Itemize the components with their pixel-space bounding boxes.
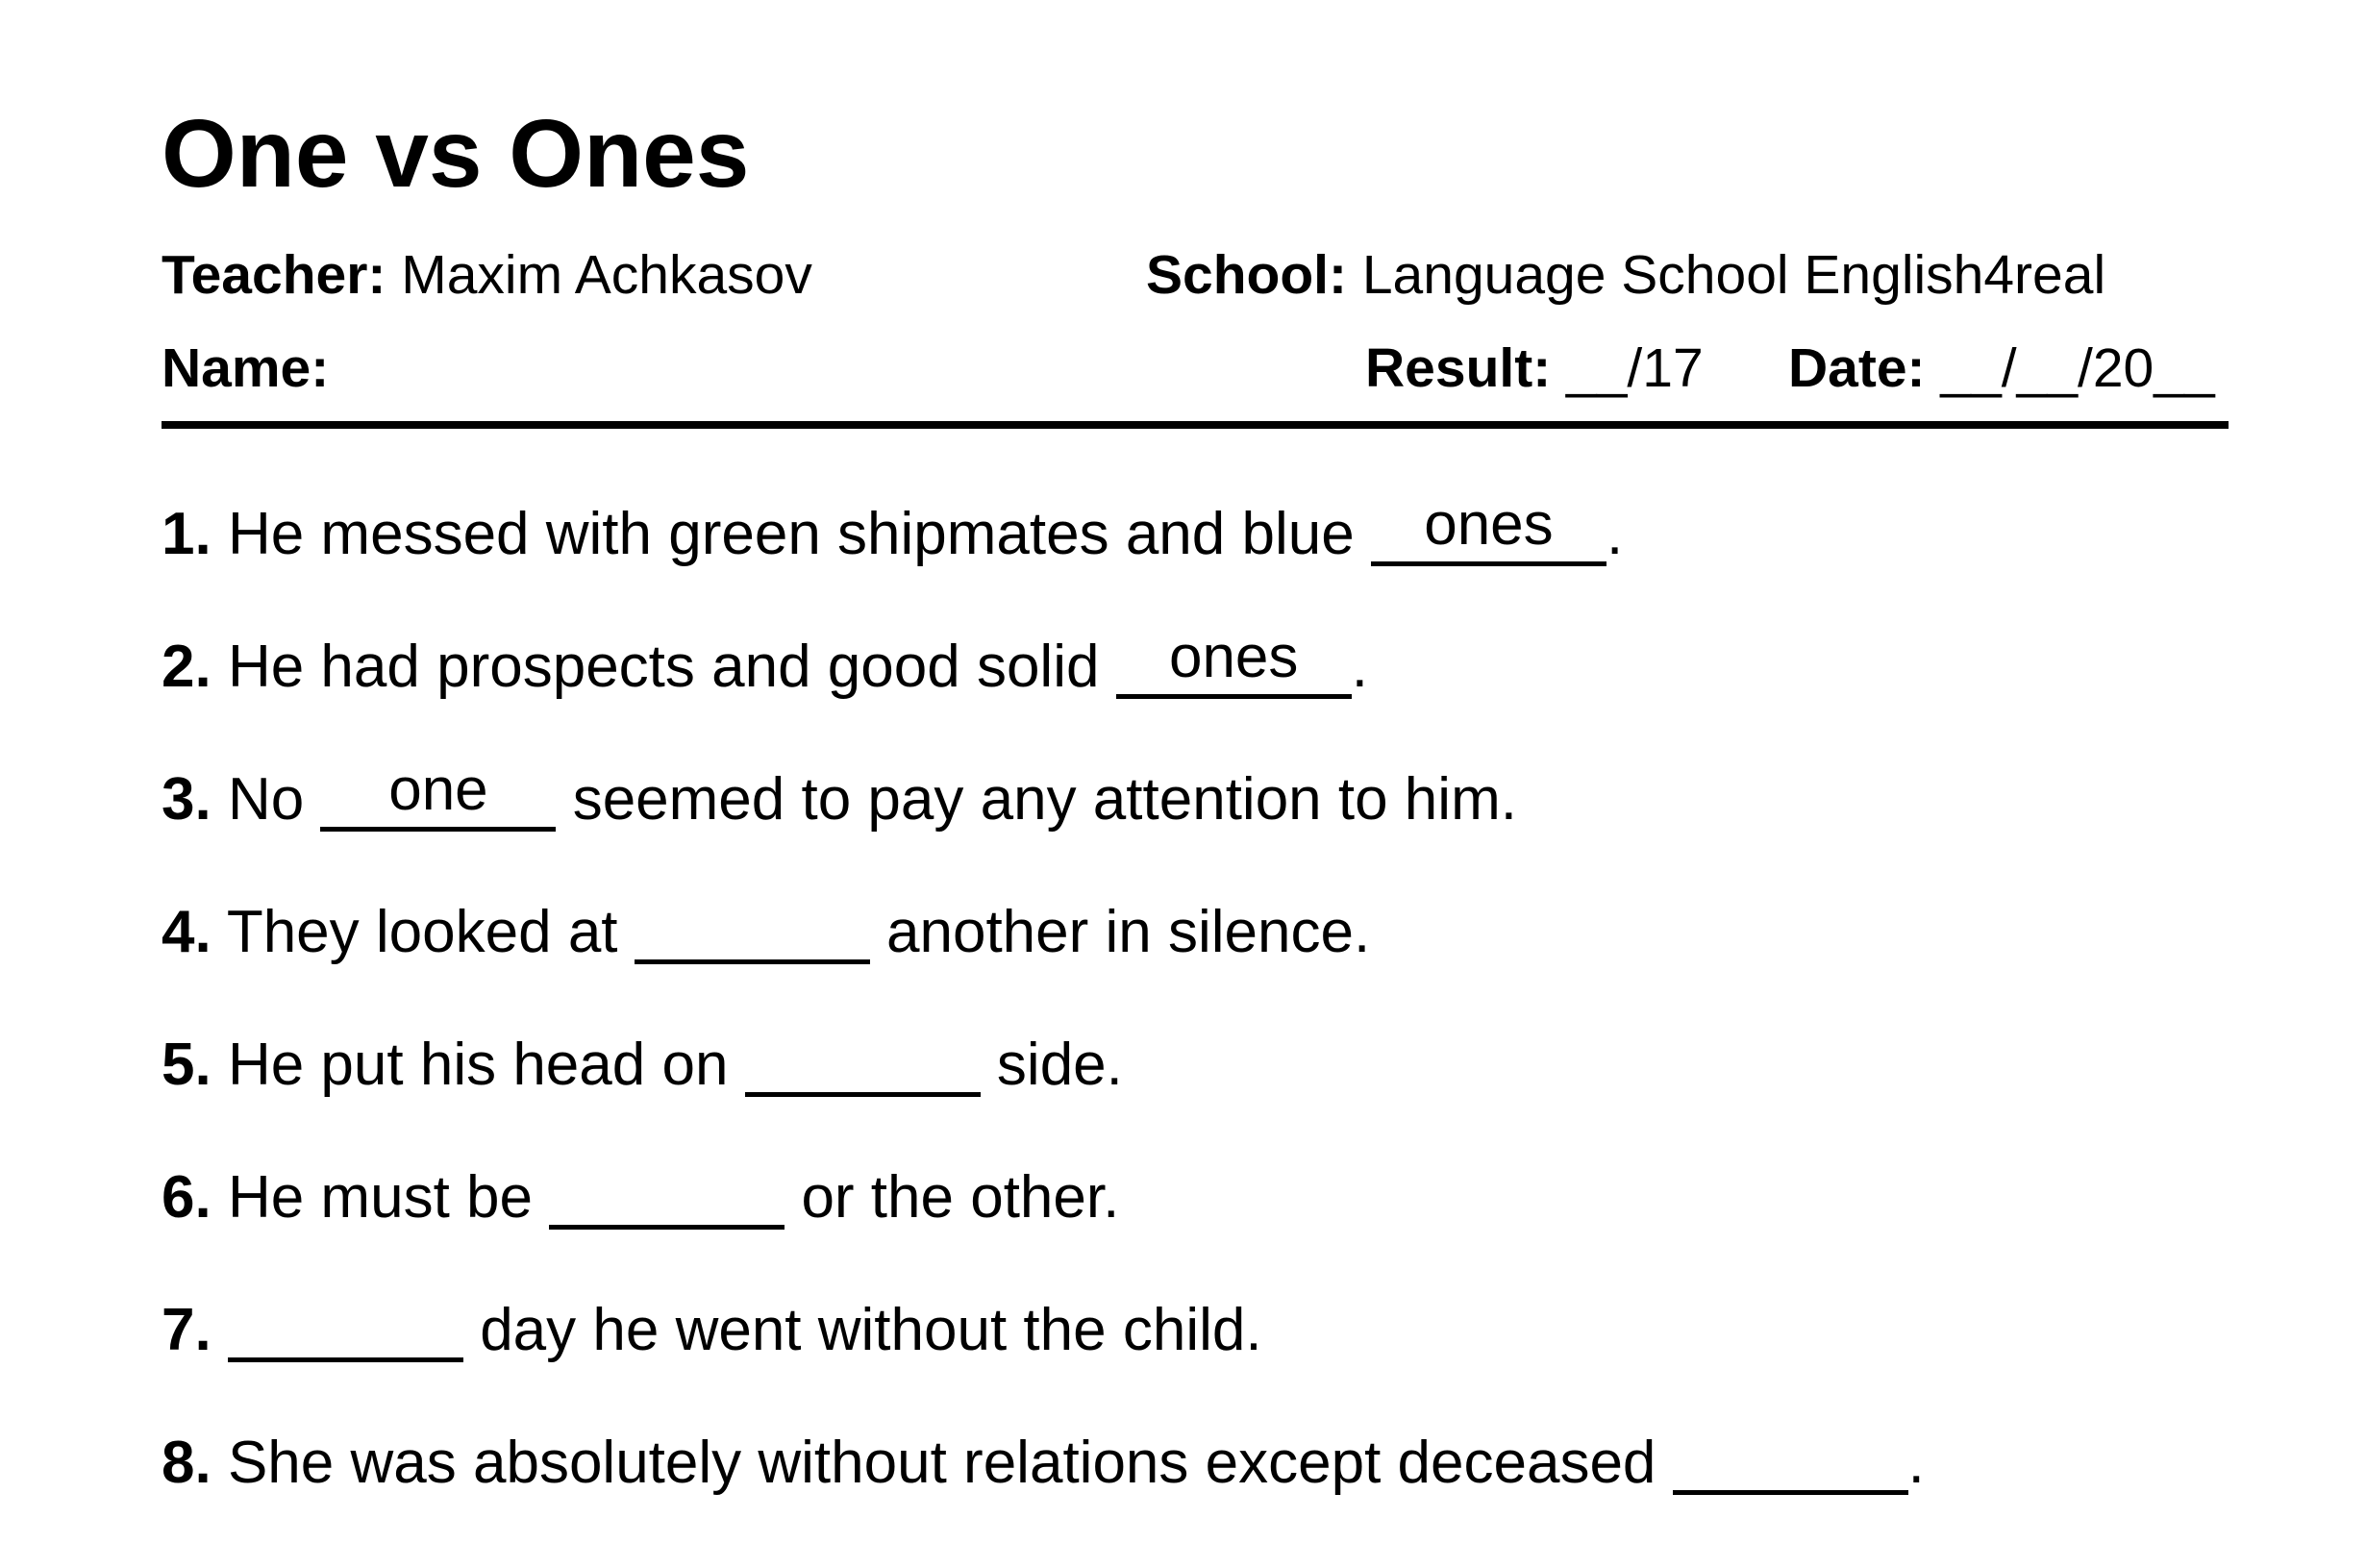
question-text-after: . <box>1351 634 1368 700</box>
name-line <box>162 337 330 399</box>
question-number: 4. <box>162 899 212 965</box>
question-item <box>162 1161 2325 1294</box>
result-value: __/17 <box>1566 337 1704 399</box>
answer-text: ones <box>1168 624 1299 690</box>
teacher-label: Teacher: <box>162 244 386 306</box>
question-text-before: He messed with green shipmates and blue <box>227 501 1355 567</box>
question-item <box>162 624 2325 763</box>
question-item <box>162 491 2325 631</box>
question-number: 7. <box>162 1297 212 1363</box>
question-number: 2. <box>162 634 212 700</box>
answer-blank[interactable] <box>1673 1432 1908 1495</box>
name-label: Name: <box>162 337 330 399</box>
question-text-after: day he went without the child. <box>480 1297 1262 1363</box>
header-divider <box>162 421 2229 429</box>
school-name: Language School English4real <box>1361 244 2106 306</box>
question-text-after: . <box>1907 1430 1925 1496</box>
answer-blank[interactable] <box>320 757 556 832</box>
question-item <box>162 1427 2325 1559</box>
result-line <box>1365 337 1704 399</box>
question-text-before: No <box>227 766 305 833</box>
question-number: 1. <box>162 501 212 567</box>
school-label: School: <box>1146 244 1347 306</box>
question-list <box>162 491 2325 1559</box>
answer-blank[interactable] <box>745 1034 981 1097</box>
question-text-after: side. <box>996 1032 1123 1098</box>
worksheet-title: One vs Ones <box>162 100 750 208</box>
question-number: 5. <box>162 1032 212 1098</box>
question-text-before: They looked at <box>226 899 618 965</box>
answer-blank[interactable] <box>228 1300 463 1362</box>
date-value: __/__/20__ <box>1940 337 2215 399</box>
question-text-after: or the other. <box>801 1164 1120 1231</box>
answer-blank[interactable] <box>1371 491 1606 566</box>
date-label: Date: <box>1788 337 1926 399</box>
question-item <box>162 1029 2325 1161</box>
question-item <box>162 1294 2325 1427</box>
answer-blank[interactable] <box>635 902 870 964</box>
answer-blank[interactable] <box>549 1167 785 1230</box>
teacher-line <box>162 244 812 306</box>
school-line <box>1146 244 2106 306</box>
question-text-after: another in silence. <box>886 899 1371 965</box>
question-text-before: She was absolutely without relations except deceased <box>227 1430 1656 1496</box>
answer-blank[interactable] <box>1116 624 1352 699</box>
question-number: 6. <box>162 1164 212 1231</box>
date-line <box>1788 337 2215 399</box>
question-number: 3. <box>162 766 212 833</box>
question-number: 8. <box>162 1430 212 1496</box>
question-item <box>162 896 2325 1029</box>
question-text-before: He must be <box>227 1164 533 1231</box>
answer-text: ones <box>1424 491 1554 558</box>
question-text-after: . <box>1606 501 1624 567</box>
question-item <box>162 757 2325 896</box>
question-text-after: seemed to pay any attention to him. <box>572 766 1517 833</box>
teacher-name: Maxim Achkasov <box>401 244 812 306</box>
result-label: Result: <box>1365 337 1552 399</box>
question-text-before: He had prospects and good solid <box>227 634 1100 700</box>
question-text-before: He put his head on <box>227 1032 729 1098</box>
answer-text: one <box>388 757 488 823</box>
